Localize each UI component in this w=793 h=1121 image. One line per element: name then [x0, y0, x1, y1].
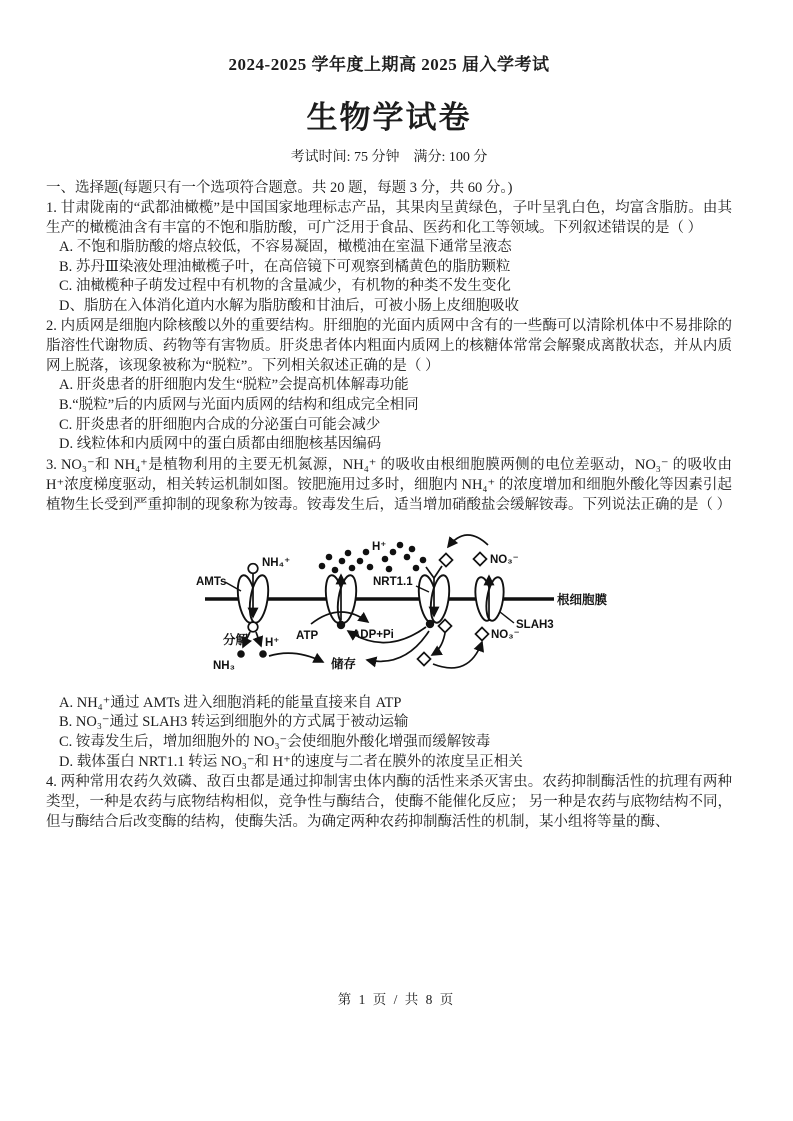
slah3-pointer-line — [500, 612, 514, 623]
h-plus-left-label: H⁺ — [265, 636, 280, 649]
question-3-option-a: A. NH₄⁺通过 AMTs 进入细胞消耗的能量直接来自 ATP — [59, 694, 402, 711]
nh4-inside-particle — [248, 622, 258, 632]
question-1-stem: 1. 甘肃陇南的“武都油橄榄”是中国国家地理标志产品，其果肉呈黄绿色，子叶呈乳白色，均富含脂肪。由其生产的橄榄油含有丰富的不饱和脂肪酸，可广泛用于食品、医药和化工等领域。下列叙述错误的是（ ） — [46, 200, 732, 236]
paper-title: 生物学试卷 — [306, 100, 472, 135]
question-2-option-c: C. 肝炎患者的肝细胞内合成的分泌蛋白可能会减少 — [59, 416, 381, 433]
question-2-stem: 2. 内质网是细胞内除核酸以外的重要结构。肝细胞的光面内质网中含有的一些酶可以清除机体中不易排除的脂溶性代谢物质、药物等有害物质。肝炎患者体内粗面内质网上的核糖体常常会解聚成离散状态，并从内质网上脱落，该现象被称为“脱粒”。下列相关叙述正确的是（ ） — [46, 318, 732, 375]
no3-bottom-label: NO₃⁻ — [491, 628, 520, 641]
no3-diamond-bottom — [476, 627, 489, 640]
question-2 — [46, 316, 732, 454]
question-4 — [46, 772, 732, 832]
h-to-store-arrow — [269, 653, 323, 662]
slah3-label: SLAH3 — [516, 618, 554, 631]
h-plus-top-label: H⁺ — [372, 540, 387, 553]
membrane-label: 根细胞膜 — [557, 592, 608, 607]
h-plus-particle — [259, 650, 267, 658]
question-2-option-a: A. 肝炎患者的肝细胞内发生“脱粒”会提高机体解毒功能 — [59, 377, 409, 394]
nitrogen-transport-figure — [183, 528, 627, 688]
question-2-option-d: D. 线粒体和内质网中的蛋白质都由细胞核基因编码 — [59, 436, 382, 453]
h-particle-below-nrt — [426, 620, 434, 628]
nitrogen-transport-diagram — [183, 528, 627, 683]
nrt11-label: NRT1.1 — [373, 575, 413, 588]
no3-top-label: NO₃⁻ — [490, 553, 519, 566]
no3-diamond-bottom-left — [418, 652, 431, 665]
nh3-particle — [237, 650, 245, 658]
question-3-option-c: C. 铵毒发生后，增加细胞外的 NO₃⁻会使细胞外酸化增强而缓解铵毒 — [59, 733, 491, 750]
question-4-stem: 4. 两种常用农药久效磷、敌百虫都是通过抑制害虫体内酶的活性来杀灭害虫。农药抑制酶活性的抗理有两种类型，一种是农药与底物结构相似，竞争性与酶结合，使酶不能催化反应； 另一种是农药与底物结构不同，但与酶结合后改变酶的结构，使酶失活。为确定两种农药抑制酶活性的机制，某小组将等量的酶、 — [46, 774, 732, 831]
store-label: 储存 — [331, 656, 357, 671]
adp-label: ADP+Pi — [352, 628, 394, 641]
exam-session-title: 2024-2025 学年度上期高 2025 届入学考试 — [228, 55, 550, 74]
nh3-label: NH₃ — [213, 659, 235, 672]
question-2-option-b: B.“脱粒”后的内质网与光面内质网的结构和组成完全相同 — [59, 396, 419, 413]
branch-to-h — [256, 632, 261, 646]
question-1-option-d: D、脂肪在入体消化道内水解为脂肪酸和甘油后，可被小肠上皮细胞吸收 — [59, 297, 519, 314]
atp-label: ATP — [296, 629, 319, 642]
page-footer: 第 1 页 / 共 8 页 — [337, 992, 456, 1007]
no3-diamond-top-right — [474, 552, 487, 565]
no3-diamond-above-nrt — [440, 553, 453, 566]
question-3-option-d: D. 载体蛋白 NRT1.1 转运 NO₃⁻和 H⁺的速度与二者在膜外的浓度呈正相关 — [59, 753, 523, 770]
nh4-label: NH₄⁺ — [262, 556, 291, 569]
nh4-particle — [248, 563, 258, 573]
question-1-option-a: A. 不饱和脂肪酸的熔点较低，不容易凝固，橄榄油在室温下通常呈液态 — [59, 239, 512, 255]
amts-label: AMTs — [196, 575, 227, 588]
question-3-option-b: B. NO₃⁻通过 SLAH3 转运到细胞外的方式属于被动运输 — [59, 714, 409, 731]
question-1-option-b: B. 苏丹Ⅲ染液处理油橄榄子叶，在高倍镜下可观察到橘黄色的脂肪颗粒 — [59, 258, 511, 275]
question-3 — [46, 455, 732, 772]
question-1-option-c: C. 油橄榄种子萌发过程中有机物的含量减少，有机物的种类不发生变化 — [59, 278, 511, 295]
decompose-label: 分解 — [223, 632, 249, 647]
question-1 — [46, 198, 732, 316]
section-heading: 一、选择题(每题只有一个选项符合题意。共 20 题，每题 3 分，共 60 分。) — [46, 180, 513, 196]
exam-info: 考试时间: 75 分钟 满分: 100 分 — [290, 150, 488, 165]
no3-recycle-arc-top — [448, 535, 488, 547]
question-3-stem: 3. NO₃⁻和 NH₄⁺是植物利用的主要无机氮源，NH₄⁺ 的吸收由根细胞膜两侧的电位差驱动，NO₃⁻ 的吸收由 H⁺浓度梯度驱动，相关转运机制如图。铵肥施用过多时，细胞内 NH₄⁺ 的浓度增加和细胞外酸化等因素引起植物生长受到严重抑制的现象称为铵毒。铵毒发生后，适当增加硝酸盐会缓解铵毒。下列说法正确的是（ ） — [46, 456, 732, 513]
no3-down-left-arrow — [432, 633, 445, 655]
pump-h-particle — [337, 621, 345, 629]
